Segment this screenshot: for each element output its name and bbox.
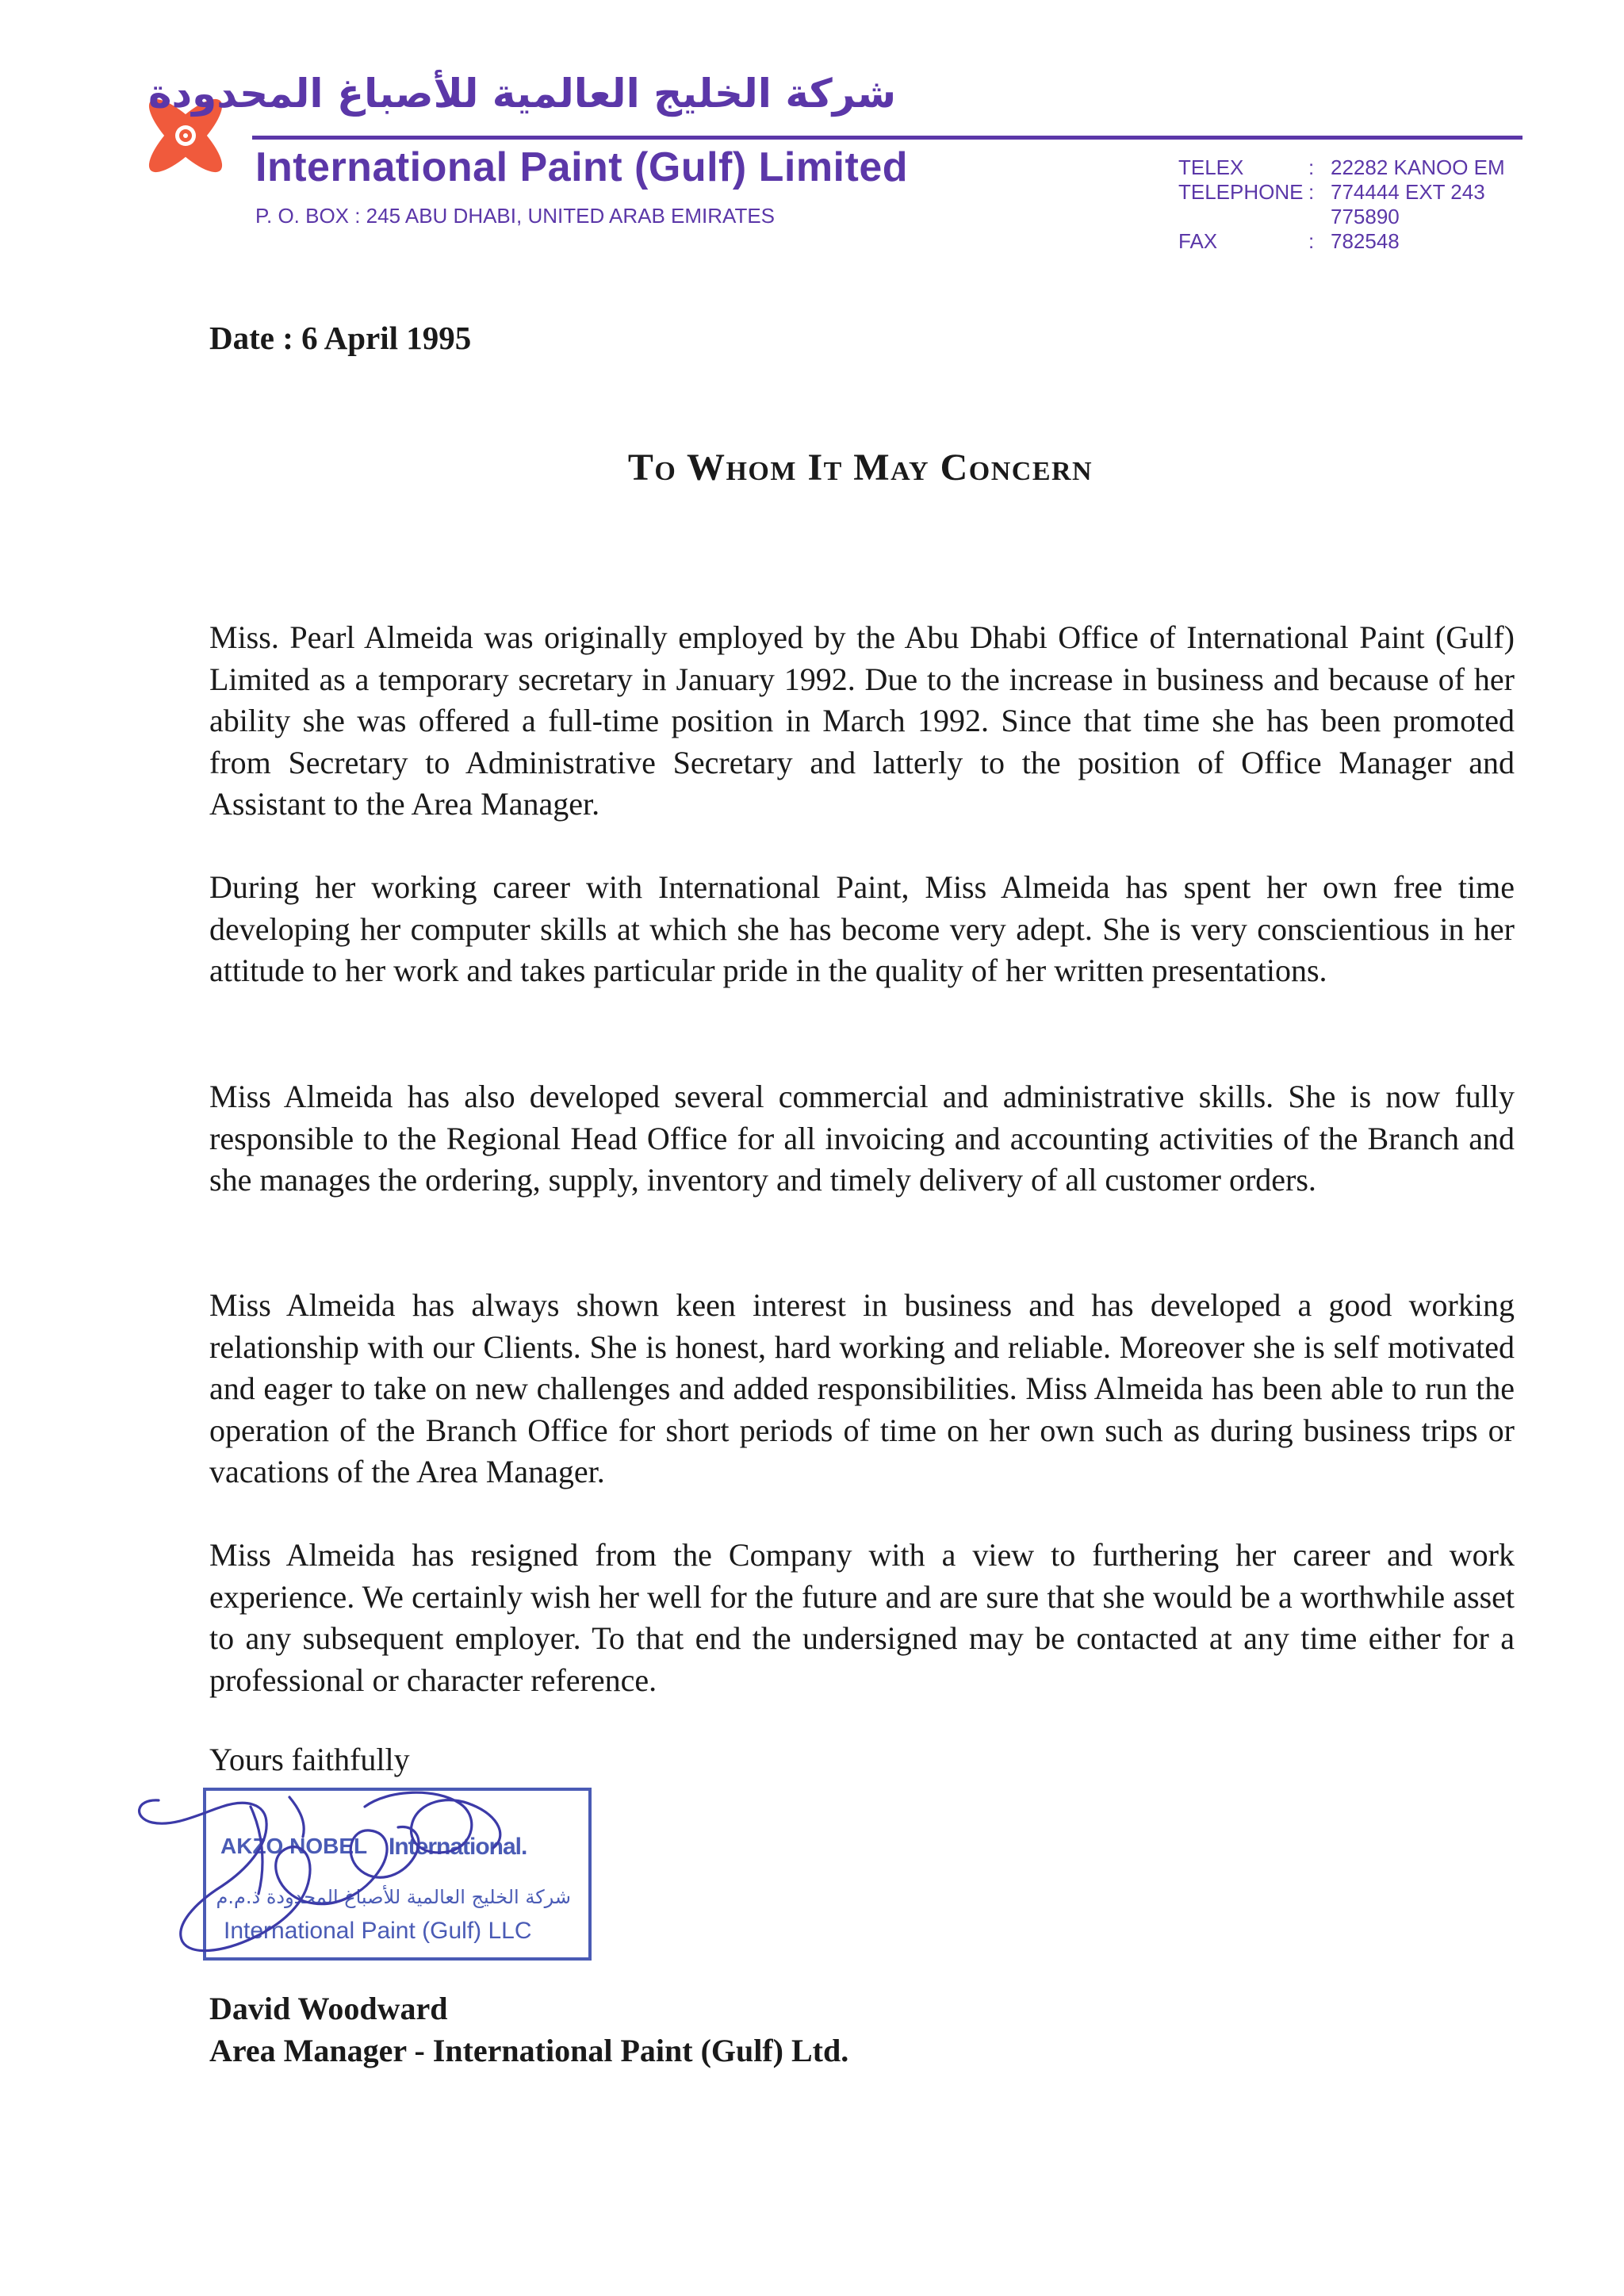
body-paragraph-3: Miss Almeida has also developed several commercial and administrative skills. She is now fully responsible to the Regional Head Office for all invoicing and accounting activities of the Branch and she manages the ordering, supply, inventory and timely delivery of all customer orders. [209, 1079, 1515, 1198]
contact-row-telephone-2 [1178, 205, 1526, 229]
contact-label [1178, 205, 1308, 229]
body-paragraph-5: Miss Almeida has resigned from the Company with a view to furthering her career and work experience. We certainly wish her well for the future and are sure that she would be a worthwhile asset to any subsequent employer. To that end the undersigned may be contacted at any time either for a professional or character reference. [209, 1537, 1515, 1698]
contact-value: 775890 [1331, 205, 1400, 228]
body-paragraph-4: Miss Almeida has always shown keen interest in business and has developed a good working relationship with our Clients. She is honest, hard working and reliable. Moreover she is self motivated and eager to take on new challenges and added responsibilities. Miss Almeida has been able to run the operation of the Branch Office for short periods of time on her own such as during business trips or vacations of the Area Manager. [209, 1287, 1515, 1489]
contact-value: 782548 [1331, 229, 1400, 253]
contact-separator: : [1308, 180, 1315, 204]
contact-value: 22282 KANOO EM [1331, 155, 1505, 179]
contact-row-telephone [1178, 180, 1526, 205]
signer-title: Area Manager - International Paint (Gulf) Ltd. [209, 2033, 849, 2068]
signer-name: David Woodward [209, 1991, 448, 2026]
contact-block [1178, 155, 1526, 254]
stamp-company-name: International Paint (Gulf) LLC [224, 1918, 532, 1944]
contact-label: TELEX [1178, 155, 1244, 179]
contact-row-telex [1178, 155, 1526, 180]
company-name: International Paint (Gulf) Limited [255, 144, 908, 190]
contact-separator: : [1308, 155, 1315, 179]
contact-value: 774444 EXT 243 [1331, 180, 1485, 204]
contact-label: FAX [1178, 229, 1218, 253]
stamp-brand-international: International. [389, 1834, 527, 1860]
company-arabic-name: شركة الخليج العالمية للأصباغ المحدودة [147, 71, 896, 117]
contact-separator [1308, 205, 1331, 229]
contact-label: TELEPHONE [1178, 180, 1304, 204]
letter-closing: Yours faithfully [209, 1742, 410, 1777]
letter-date: Date : 6 April 1995 [209, 320, 472, 356]
company-address: P. O. BOX : 245 ABU DHABI, UNITED ARAB EMIRATES [255, 204, 776, 228]
signature-icon [127, 1775, 619, 1973]
body-paragraph-1: Miss. Pearl Almeida was originally employed by the Abu Dhabi Office of International Paint (Gulf) Limited as a temporary secretary in January 1992. Due to the increase in business and because of her ability she was offered a full-time position in March 1992. Since that time she has been promoted from Secretary to Administrative Secretary and latterly to the position of Office Manager and Assistant to the Area Manager. [209, 619, 1515, 822]
contact-row-fax [1178, 229, 1526, 254]
stamp-brand-akzo-nobel: AKZO NOBEL [220, 1834, 368, 1858]
contact-separator: : [1308, 229, 1315, 253]
letter-heading: To Whom It May Concern [627, 447, 1094, 489]
stamp-arabic-text: شركة الخليج العالمية للأصباغ المحدودة ذ.م.م [216, 1886, 571, 1908]
body-paragraph-2: During her working career with International Paint, Miss Almeida has spent her own free time developing her computer skills at which she has become very adept. She is very conscientious in her attitude to her work and takes particular pride in the quality of her written presentations. [209, 869, 1515, 988]
